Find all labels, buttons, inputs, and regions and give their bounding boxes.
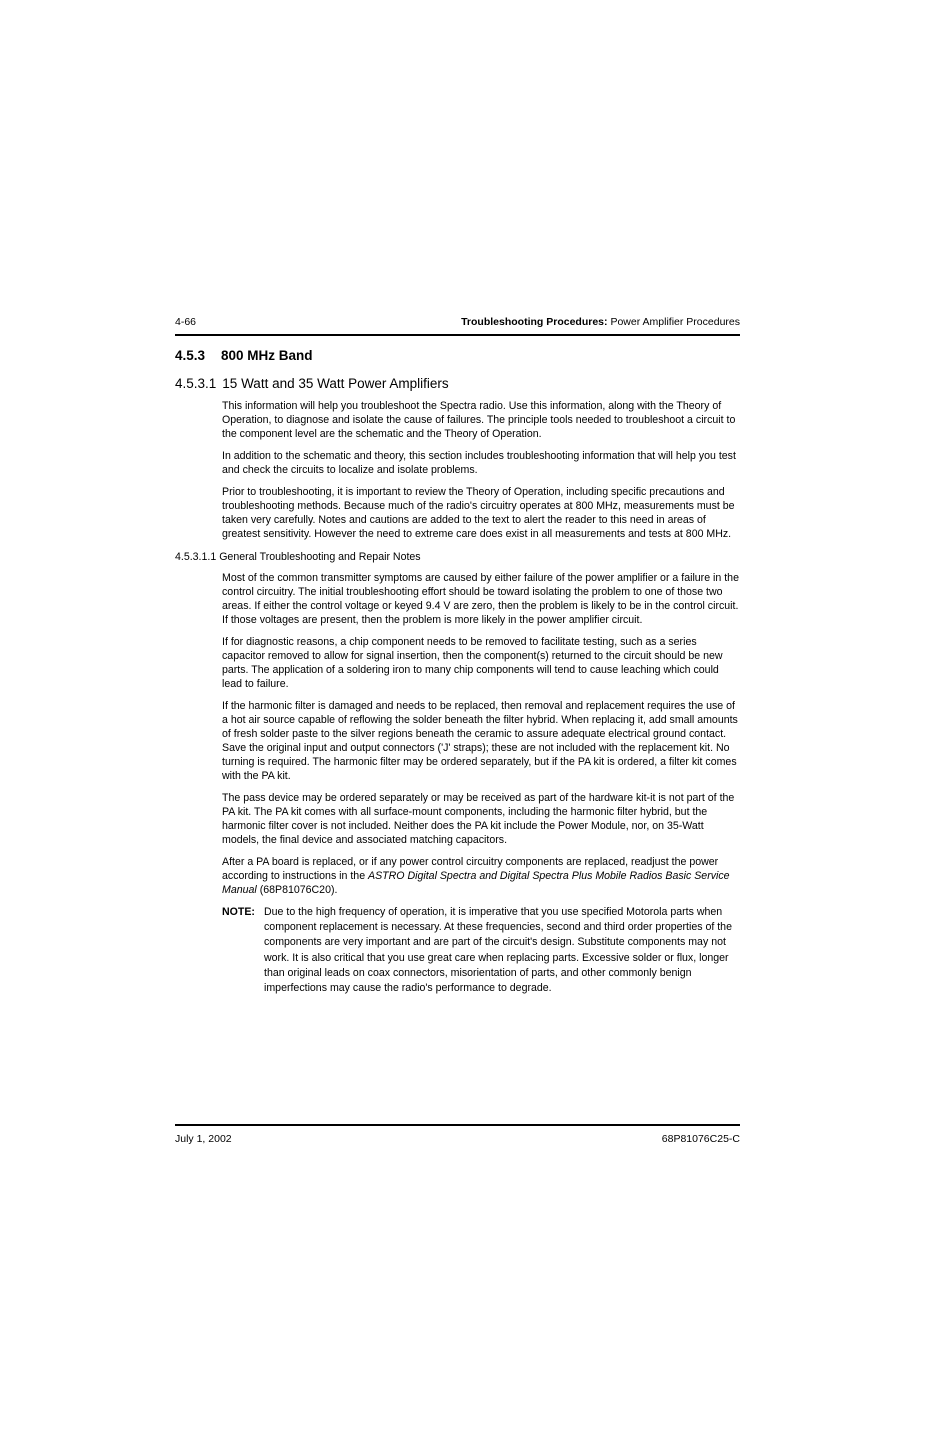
header-rule [175, 334, 740, 336]
subsubsection-number: 4.5.3.1.1 [175, 551, 217, 563]
section-number: 4.5.3 [175, 348, 206, 363]
readjust-text-before: After a PA board is replaced, or if any power control circuitry components are replaced, readjust the power according to instructions in the [222, 856, 719, 882]
note-label: NOTE: [222, 906, 255, 918]
readjust-paragraph [222, 855, 740, 897]
subsection-number: 4.5.3.1 [175, 376, 217, 391]
readjust-text-after: (68P81076C20). [256, 884, 338, 896]
note-block [222, 905, 740, 996]
manual-title: ASTRO Digital Spectra and Digital Spectra Plus Mobile Radios Basic Service Manual [222, 870, 730, 896]
page-footer [175, 1133, 740, 1145]
intro-body [222, 399, 740, 541]
repair-notes-body [222, 571, 740, 996]
running-title-bold: Troubleshooting Procedures: [461, 316, 608, 328]
paragraph: The pass device may be ordered separately or may be received as part of the hardware kit-it is not part of the PA kit. The PA kit comes with all surface-mount components, including the harmonic filter hybrid, but the harmonic filter cover is not included. Neither does the PA kit include the Power Module, nor, on 35-Watt models, the final device and associated matching capacitors. [222, 792, 735, 846]
subsubsection-title: General Troubleshooting and Repair Notes [219, 551, 421, 563]
footer-doc-number: 68P81076C25-C [661, 1133, 740, 1145]
footer-rule [175, 1124, 740, 1126]
section-heading [175, 347, 740, 370]
paragraph: Most of the common transmitter symptoms are caused by either failure of the power amplifier or a failure in the control circuitry. The initial troubleshooting effort should be toward isolating the problem to one of those two areas. If either the control voltage or keyed 9.4 V are zero, then the problem is likely to be in the control circuit. If those voltages are present, then the problem is more likely in the power amplifier circuit. [222, 572, 739, 626]
note-text: Due to the high frequency of operation, it is imperative that you use specified Motorola parts when component replacement is necessary. At these frequencies, second and third order properties of the components are very important and are part of the circuit's design. Substitute components may not work. It is also critical that you use great care when replacing parts. Excessive solder or flux, longer than original leads on coax connectors, misorientation of parts, and other commonly benign imperfections may cause the radio's performance to degrade. [264, 906, 732, 995]
paragraph: This information will help you troubleshoot the Spectra radio. Use this information, along with the Theory of Operation, to diagnose and isolate the cause of failures. The principle tools needed to troubleshoot a circuit to the component level are the schematic and the Theory of Operation. [222, 400, 736, 440]
page-number: 4-66 [175, 316, 197, 328]
running-title-rest: Power Amplifier Procedures [610, 316, 740, 328]
subsection-heading [175, 376, 740, 391]
page-content [175, 347, 740, 996]
page-header [175, 316, 740, 328]
paragraph: If for diagnostic reasons, a chip component needs to be removed to facilitate testing, such as a series capacitor removed to allow for signal insertion, then the component(s) returned to the circuit should be new parts. The application of a soldering iron to many chip components will tend to cause leaching which could lead to failure. [222, 636, 723, 690]
section-title: 800 MHz Band [221, 348, 313, 363]
paragraph: In addition to the schematic and theory, this section includes troubleshooting information that will help you test and check the circuits to localize and isolate problems. [222, 450, 736, 476]
subsubsection-heading [175, 551, 740, 563]
footer-date: July 1, 2002 [175, 1133, 232, 1145]
paragraph: Prior to troubleshooting, it is important to review the Theory of Operation, including specific precautions and troubleshooting methods. Because much of the radio's circuitry operates at 800 MHz, measurements must be taken very carefully. Notes and cautions are added to the text to alert the reader to this need in areas of greatest sensitivity. However the need to extreme care does exist in all measurements and tests at 800 MHz. [222, 486, 735, 540]
running-title [461, 316, 740, 328]
paragraph: If the harmonic filter is damaged and needs to be replaced, then removal and replacement requires the use of a hot air source capable of reflowing the solder beneath the filter hybrid. When replacing it, add small amounts of fresh solder paste to the silver regions beneath the ceramic to assure adequate electrical ground contact. Save the original input and output connectors ('J' straps); these are not included with the replacement kit. No turning is required. The harmonic filter may be ordered separately, but if the PA kit is ordered, a filter kit comes with the PA kit. [222, 700, 738, 782]
subsection-title: 15 Watt and 35 Watt Power Amplifiers [222, 376, 449, 391]
